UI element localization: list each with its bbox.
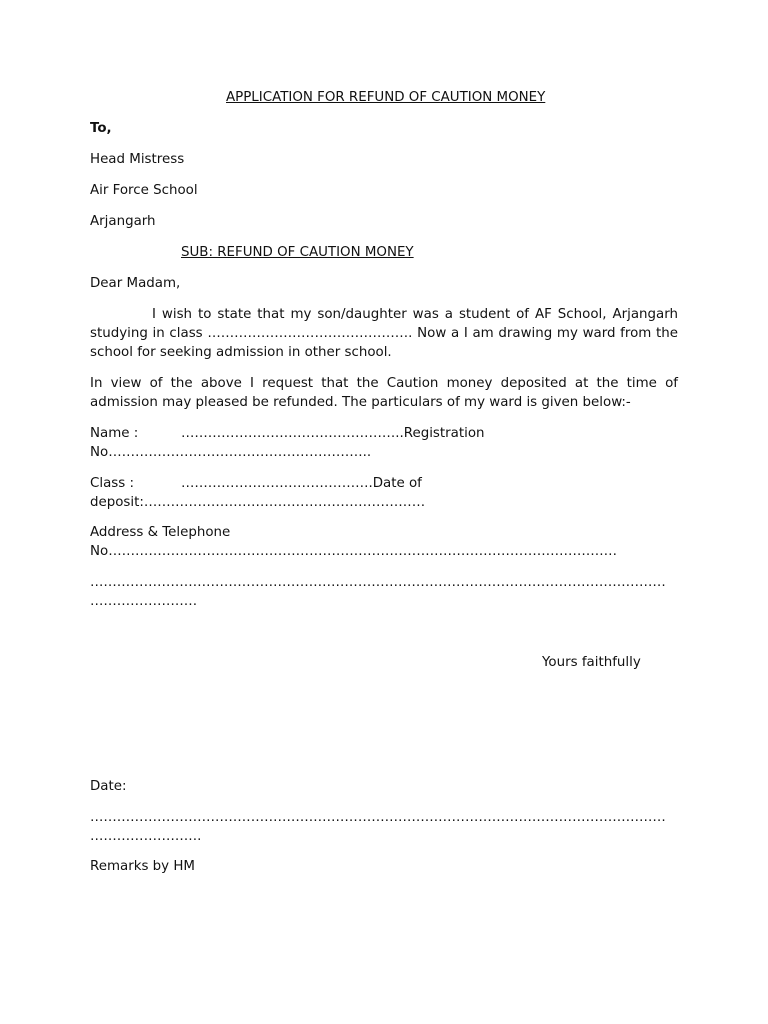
paragraph-1-line-1: I wish to state that my son/daughter was a student of AF School, Arjangarh	[152, 307, 678, 322]
paragraph-2-line-2: admission may pleased be refunded. The particulars of my ward is given below:-	[90, 395, 631, 410]
closing: Yours faithfully	[542, 655, 641, 670]
footer-dots-line-1: …………………………………………………………………………………………………………………	[90, 810, 666, 825]
to-line: To,	[90, 121, 112, 136]
subject-line: SUB: REFUND OF CAUTION MONEY	[181, 245, 414, 260]
address-label: Address & Telephone	[90, 525, 231, 540]
remarks-label: Remarks by HM	[90, 859, 195, 874]
recipient-school: Air Force School	[90, 183, 198, 198]
paragraph-2-line-1: In view of the above I request that the Caution money deposited at the time of	[90, 376, 678, 391]
paragraph-1-line-3: school for seeking admission in other school.	[90, 345, 392, 360]
paragraph-1-line-2: studying in class ………………………………………. Now a I am drawing my ward from the	[90, 326, 678, 341]
footer-dots-line-2: …………………….	[90, 829, 202, 844]
document-title: APPLICATION FOR REFUND OF CAUTION MONEY	[226, 90, 546, 105]
date-label: Date:	[90, 779, 127, 794]
salutation: Dear Madam,	[90, 276, 181, 291]
recipient-location: Arjangarh	[90, 214, 156, 229]
address-line: No……………………………………………………………………………………………………	[90, 544, 618, 559]
name-label: Name :	[90, 426, 139, 441]
address-dots-line-1: …………………………………………………………………………………………………………………	[90, 575, 666, 590]
deposit-line: deposit:………………………………………………………	[90, 495, 426, 510]
recipient-title: Head Mistress	[90, 152, 185, 167]
class-label: Class :	[90, 476, 134, 491]
address-dots-line-2: ……………………	[90, 594, 198, 609]
name-value: …………………………………………..Registration	[181, 426, 485, 441]
class-value: …………………………………….Date of	[181, 476, 422, 491]
registration-line: No…………………………………………………..	[90, 445, 372, 460]
